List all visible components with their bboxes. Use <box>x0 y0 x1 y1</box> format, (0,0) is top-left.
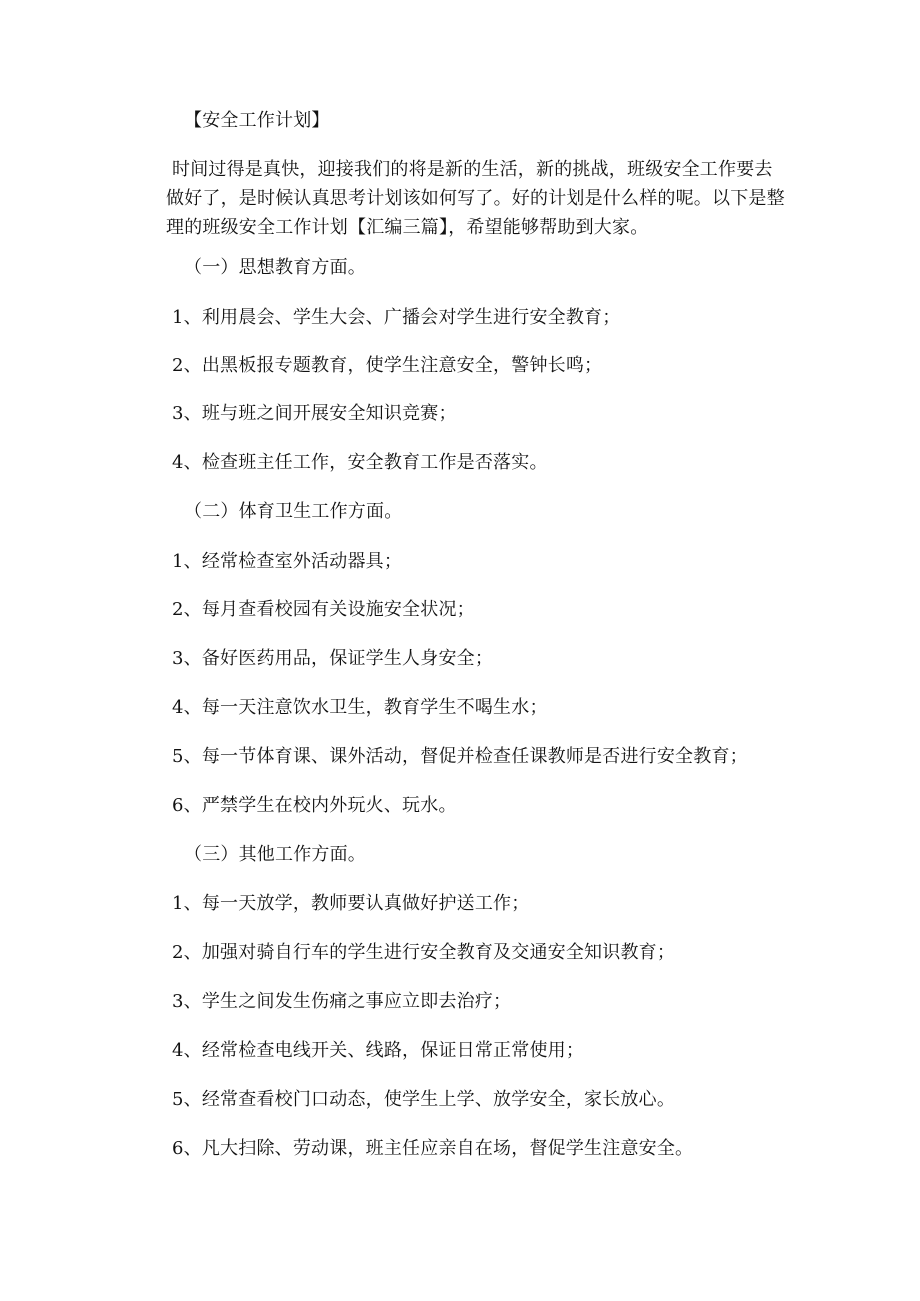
section-heading-2: （二）体育卫生工作方面。 <box>184 501 403 522</box>
list-item: 3、班与班之间开展安全知识竞赛； <box>172 403 457 424</box>
list-item: 1、利用晨会、学生大会、广播会对学生进行安全教育； <box>172 307 621 328</box>
list-item: 1、每一天放学，教师要认真做好护送工作； <box>172 893 530 914</box>
list-item: 4、检查班主任工作，安全教育工作是否落实。 <box>172 452 548 473</box>
intro-paragraph: 时间过得是真快，迎接我们的将是新的生活，新的挑战，班级安全工作要去做好了，是时候认真思考计划该如何写了。好的计划是什么样的呢。以下是整理的班级安全工作计划【汇编三篇】，希望能够帮助到大家。 <box>166 159 785 238</box>
list-item: 2、加强对骑自行车的学生进行安全教育及交通安全知识教育； <box>172 942 676 963</box>
list-item: 6、凡大扫除、劳动课，班主任应亲自在场，督促学生注意安全。 <box>172 1138 694 1159</box>
list-item: 6、严禁学生在校内外玩火、玩水。 <box>172 795 457 816</box>
list-item: 5、每一节体育课、课外活动，督促并检查任课教师是否进行安全教育； <box>172 746 748 767</box>
list-item: 5、经常查看校门口动态，使学生上学、放学安全，家长放心。 <box>172 1089 676 1110</box>
list-item: 4、经常检查电线开关、线路，保证日常正常使用； <box>172 1040 585 1061</box>
list-item: 3、备好医药用品，保证学生人身安全； <box>172 648 494 669</box>
list-item: 1、经常检查室外活动器具； <box>172 551 403 572</box>
list-item: 3、学生之间发生伤痛之事应立即去治疗； <box>172 991 512 1012</box>
section-heading-3: （三）其他工作方面。 <box>184 844 366 865</box>
document-title: 【安全工作计划】 <box>184 110 330 131</box>
section-heading-1: （一）思想教育方面。 <box>184 257 366 278</box>
list-item: 2、出黑板报专题教育，使学生注意安全，警钟长鸣； <box>172 355 603 376</box>
list-item: 4、每一天注意饮水卫生，教育学生不喝生水； <box>172 697 548 718</box>
list-item: 2、每月查看校园有关设施安全状况； <box>172 599 475 620</box>
